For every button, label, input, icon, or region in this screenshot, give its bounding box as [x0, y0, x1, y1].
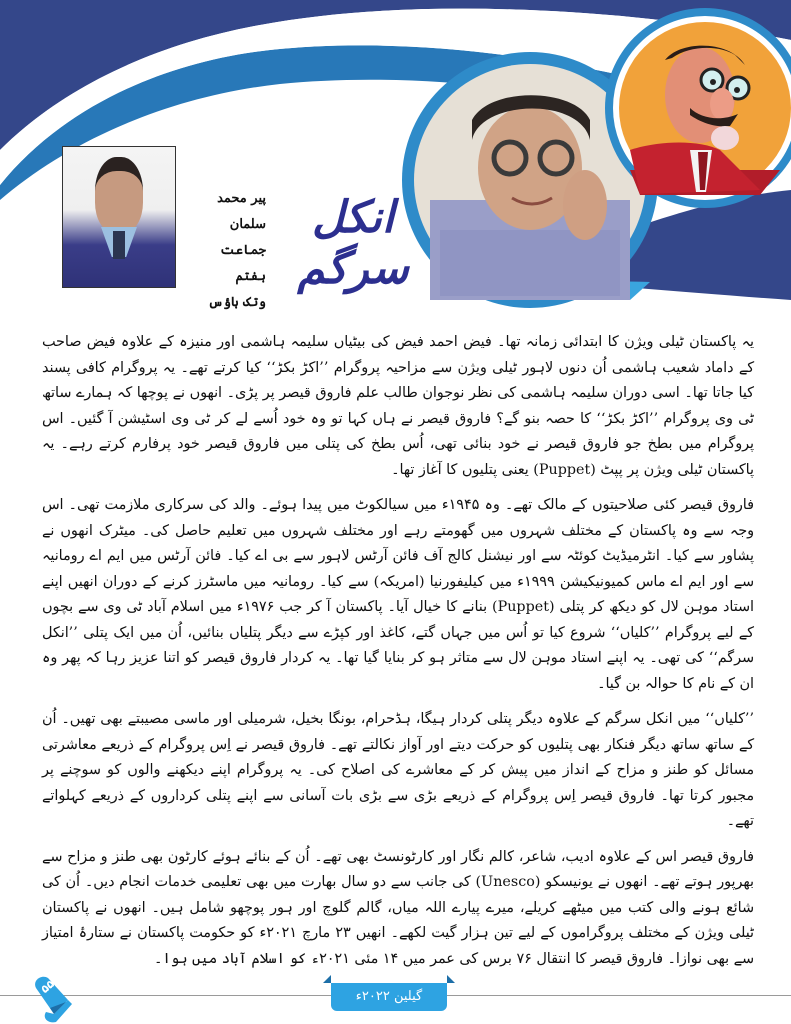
article-title: انکل سرگم — [297, 192, 409, 294]
article-paragraph: فاروق قیصر کئی صلاحیتوں کے مالک تھے۔ وہ ۱۹۴۵ء میں سیالکوٹ میں پیدا ہوئے۔ والد کی سرکاری ملازمت تھی۔ اس وجہ سے وہ پاکستان کے مختلف شہروں میں گھومتے رہے اور مختلف شہروں میں تعلیم حاصل کی۔ میٹرک انھوں نے پشاور سے کیا۔ انٹرمیڈیٹ کوئٹہ سے اور نیشنل کالج آف فائن آرٹس لاہور سے بی اے کیا۔ فائن آرٹس میں ایم اے رومانیہ سے اور ایم اے ماس کمیونیکیشن ۱۹۹۹ء میں کیلیفورنیا (امریکہ) سے کیا۔ رومانیہ میں ماسٹرز کرنے کے دوران انھیں اپنے استاد موہن لال کو دیکھ کر پتلی (Puppet) بنانے کا خیال آیا۔ پاکستان آ کر جب ۱۹۷۶ء میں اسلام آباد ٹی وی سے بچوں کے لیے پروگرام ’’کلیاں‘‘ شروع کیا تو اُس میں جہاں گتے، کاغذ اور کپڑے سے دیگر پتلیاں بنائیں، اُن میں ایک پتلی ’’انکل سرگم‘‘ کی تھی۔ یہ اپنے استاد موہن لال سے متاثر ہو کر بنایا گیا تھا۔ یہ کردار فاروق قیصر کو اتنا عزیز رہا کہ پھر وہ ان کے نام کا حوالہ بن گیا۔ — [42, 497, 754, 692]
author-name: پیر محمد سلمان — [217, 191, 266, 232]
author-class: جماعت ہفتم — [220, 243, 266, 284]
student-head — [95, 157, 143, 233]
student-photo — [62, 146, 176, 288]
article-paragraph: یہ پاکستان ٹیلی ویژن کا ابتدائی زمانہ تھا۔ فیض احمد فیض کی بیٹیاں سلیمہ ہاشمی اور منیزہ کے علاوہ فیض صاحب کے داماد شعیب ہاشمی اُن دنوں لاہور ٹیلی ویژن سے مزاحیہ پروگرام ’’اکڑ بکڑ‘‘ کیا کرتے تھے۔ یہ پروگرام کافی پسند کیا جاتا تھا۔ اسی دوران سلیمہ ہاشمی کی نظر نوجوان طالب علم فاروق قیصر پر پڑی۔ انھوں نے پوچھا کہ ہمارے ساتھ ٹی وی پروگرام ’’اکڑ بکڑ‘‘ کا حصہ بنو گے؟ فاروق قیصر نے ہاں کہا تو وہ خود اُسے لے کر ٹی وی اسٹیشن آ گئیں۔ اس پروگرام میں بطخ جو فاروق قیصر نے خود بنائی تھی، اُس بطخ کی پتلی میں فاروق قیصر خود پرفارم کرتے رہے۔ یہ پاکستان ٹیلی ویژن پر پپٹ (Puppet) یعنی پتلیوں کا آغاز تھا۔ — [42, 334, 754, 478]
article-body — [42, 330, 754, 982]
article-paragraph: فاروق قیصر اس کے علاوہ ادیب، شاعر، کالم نگار اور کارٹونسٹ بھی تھے۔ اُن کے بنائے ہوئے کارٹون بھی طنز و مزاح سے بھرپور ہوتے تھے۔ انھوں نے یونیسکو (Unesco) کی جانب سے دو سال بھارت میں بھی تعلیمی خدمات انجام دیں۔ اُن کی شائع ہونے والی کتب میں میٹھے کریلے، میرے پیارے اللہ میاں، گالم گلوچ اور ہور پوچھو شامل ہیں۔ انھوں نے پاکستان ٹیلی ویژن کے مختلف پروگراموں کے لیے تین ہزار گیت لکھے۔ انھیں ۲۳ مارچ ۲۰۲۱ء کو حکومت پاکستان نے ستارۂ امتیاز سے بھی نوازا۔ فاروق قیصر کا انتقال ۷۶ برس کی عمر میں ۱۴ مئی ۲۰۲۱ء کو اسلام آباد میں ہوا۔ — [42, 848, 754, 967]
author-house: وتک ہاؤس — [208, 295, 266, 310]
page-number: ۵۵ — [38, 977, 58, 996]
author-byline — [186, 186, 266, 316]
article-paragraph: ’’کلیاں‘‘ میں انکل سرگم کے علاوہ دیگر پتلی کردار ہیگا، ہڈحرام، بونگا بخیل، شرمیلی اور ماسی مصیبتے بھی تھیں۔ اُن کے ساتھ ساتھ دیگر فنکار بھی پتلیوں کو حرکت دیتے اور آواز نکالتے تھے۔ فاروق قیصر نے اِس پروگرام کے ذریعے معاشرتی مسائل کو طنز و مزاح کے انداز میں پیش کر کے معاشرے کی اصلاح کی۔ یہ پروگرام اپنے دیکھنے والوں کو سوچنے پر مجبور کرتا تھا۔ فاروق قیصر اِس پروگرام کے ذریعے بڑی سے بڑی بات آسانی سے اپنے پتلی کرداروں کے ذریعے کہلواتے تھے۔ — [42, 711, 754, 829]
issue-label: گیلین ۲۰۲۲ء — [331, 983, 447, 1011]
student-tie — [113, 231, 125, 259]
